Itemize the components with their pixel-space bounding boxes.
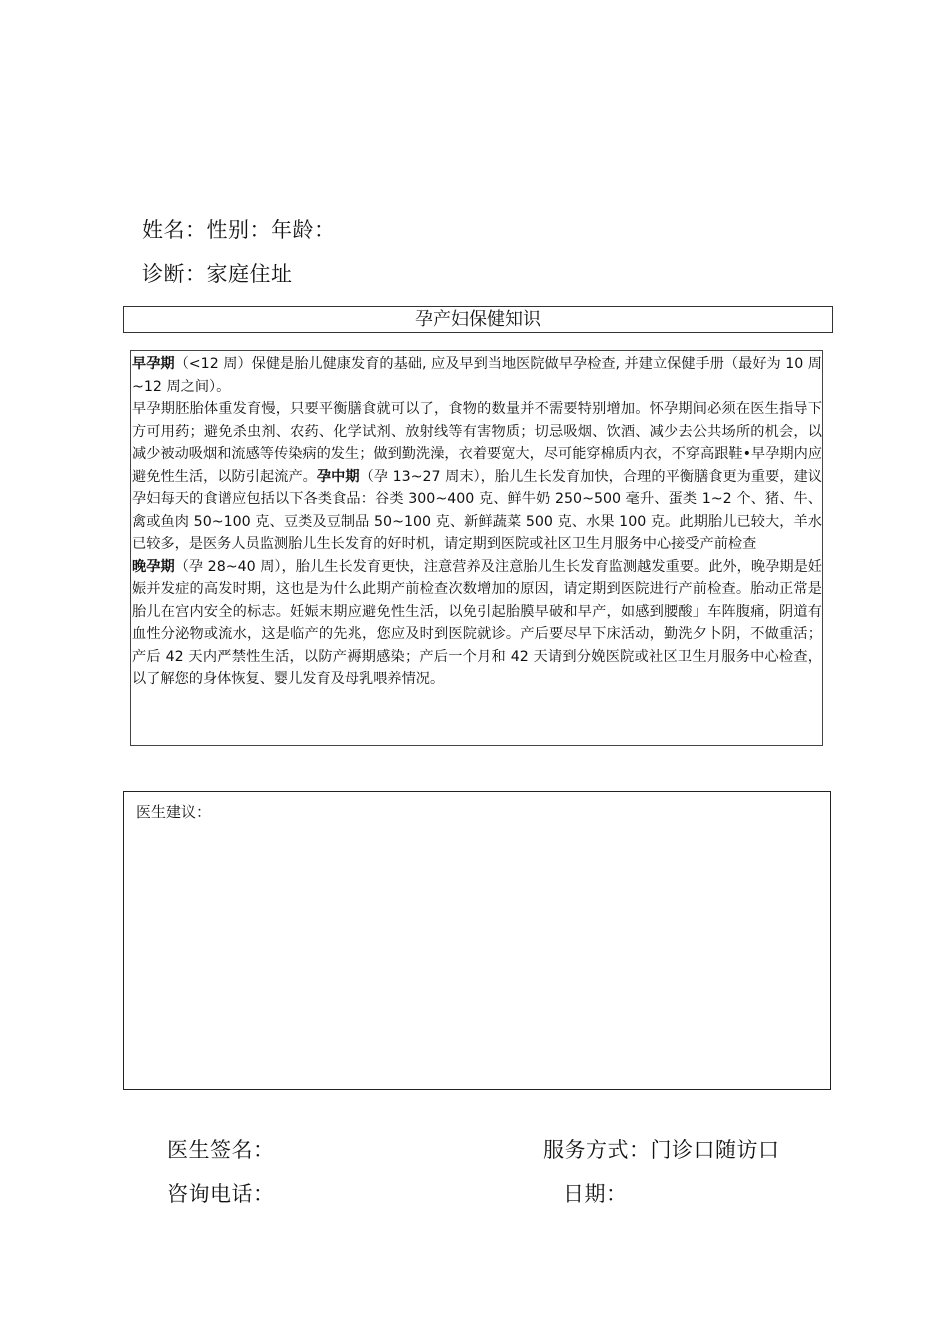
early-pregnancy-detail — [132, 398, 822, 556]
early-pregnancy-detail-text: 早孕期胚胎体重发育慢，只要平衡膳食就可以了，食物的数量并不需要特别增加。怀孕期间必须在医生指导下方可用药；避免杀虫剂、农药、化学试剂、放射线等有害物质；切忌吸烟、饮酒、减少去公共场所的机会，以减少被动吸烟和流感等传染病的发生；做到勤洗澡，衣着要宽大，尽可能穿棉质内衣，不穿高跟鞋•早孕期内应避免性生活，以防引起流产。 — [132, 401, 822, 485]
doctor-signature-field: 医生签名： — [167, 1138, 275, 1162]
doctor-advice-label: 医生建议： — [136, 803, 212, 821]
mid-pregnancy-text: （孕 13~27 周末），胎儿生长发育加快，合理的平衡膳食更为重要，建议孕妇每天的食谱应包括以下各类食品：谷类 300~400 克、鲜牛奶 250~500 毫升、蛋类 1~2 个、猪、牛、禽或鱼肉 50~100 克、豆类及豆制品 50~100 克、新鲜蔬菜 500 克、水果 100 克。此期胎儿已较大，羊水已较多，是医务人员监测胎儿生长发育的好时机，请定期到医院或社区卫生月服务中心接受产前检查 — [132, 468, 822, 552]
patient-info-line: 姓名：性别：年龄： — [142, 218, 336, 242]
late-term-label: 晚孕期 — [132, 558, 175, 575]
late-pregnancy-text: （孕 28~40 周），胎儿生长发育更快，注意营养及注意胎儿生长发育监测越发重要。此外，晚孕期是妊娠并发症的高发时期，这也是为什么此期产前检查次数增加的原因，请定期到医院进行产前检查。胎动正常是胎儿在宫内安全的标志。妊娠末期应避免性生活，以免引起胎膜早破和早产，如感到腰酸」车阵腹痛，阴道有血性分泌物或流水，这是临产的先兆，您应及时到医院就诊。产后要尽早下床活动，勤洗夕卜阴，不做重活；产后 42 天内严禁性生活，以防产褥期感染；产后一个月和 42 天请到分娩医院或社区卫生月服务中心检查，以了解您的身体恢复、婴儿发育及母乳喂养情况。 — [132, 558, 822, 687]
service-mode-field: 服务方式：门诊口随访口 — [543, 1138, 780, 1162]
date-field: 日期： — [563, 1182, 628, 1206]
late-pregnancy-paragraph — [132, 556, 822, 691]
diagnosis-address-line: 诊断：家庭住址 — [142, 262, 293, 286]
mid-term-label: 孕中期 — [316, 468, 360, 485]
consult-phone-field: 咨询电话： — [167, 1182, 275, 1206]
early-term-label: 早孕期 — [132, 356, 175, 372]
doctor-advice-box[interactable] — [123, 791, 831, 1090]
early-pregnancy-text: （<12 周）保健是胎儿健康发育的基础, 应及早到当地医院做早孕检查, 并建立保健手册（最好为 10 周~12 周之间）。 — [132, 356, 822, 395]
early-pregnancy-paragraph — [132, 353, 822, 398]
knowledge-content — [130, 350, 823, 746]
knowledge-title: 孕产妇保健知识 — [123, 306, 833, 333]
